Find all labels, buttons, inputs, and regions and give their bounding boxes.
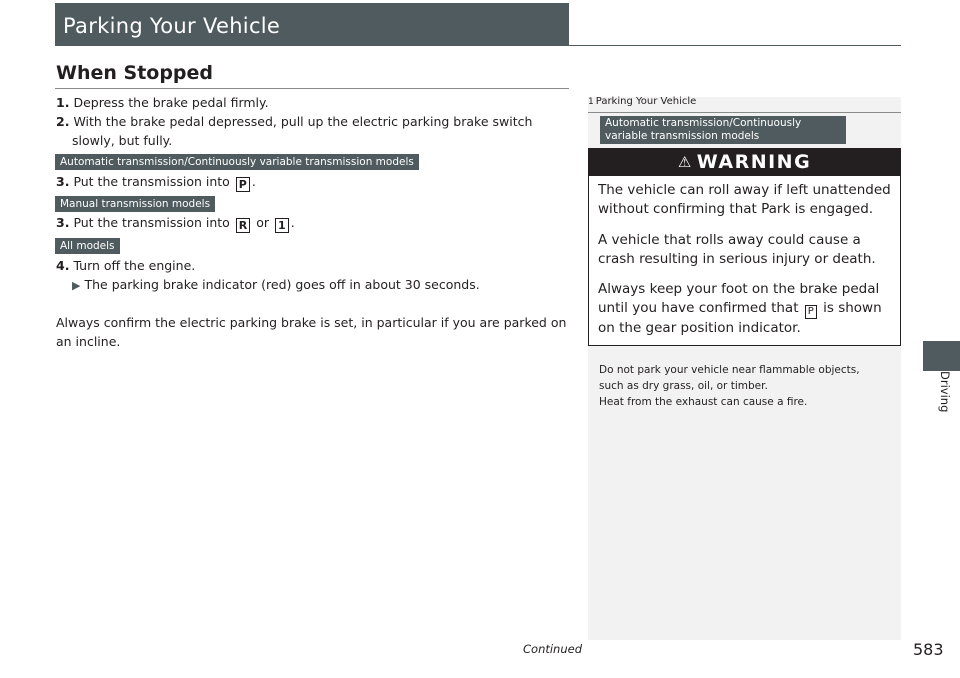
step-punct: .: [290, 215, 295, 230]
sidebar-note: [599, 362, 889, 410]
step-text: Put the transmission into: [73, 174, 230, 189]
tag-all-models: All models: [55, 238, 120, 254]
step-1: [56, 93, 269, 112]
section-heading: When Stopped: [56, 62, 214, 84]
continued-label: Continued: [523, 642, 583, 656]
warning-p3-text: Always keep your foot on the brake pedal until you have confirmed that: [598, 281, 880, 316]
step-2: [56, 112, 568, 150]
sidebar-rule: [588, 112, 901, 113]
step-text: With the brake pedal depressed, pull up the electric parking brake switch slowly, but fully.: [72, 114, 533, 148]
tag-automatic-cvt-models: Automatic transmission/Continuously variable transmission models: [55, 154, 419, 170]
gear-key-r: R: [236, 218, 250, 233]
subnote-text: The parking brake indicator (red) goes off in about 30 seconds.: [84, 277, 480, 292]
note-line: Heat from the exhaust can cause a fire.: [599, 396, 808, 408]
body-paragraph: Always confirm the electric parking brake is set, in particular if you are parked on an incline.: [56, 315, 567, 349]
step-4: [56, 256, 195, 275]
step-text: Put the transmission into: [73, 215, 230, 230]
step-number: 3.: [56, 174, 70, 189]
reference-icon: 1: [588, 97, 594, 107]
step-number: 1.: [56, 95, 70, 110]
chapter-tab-label: Driving: [938, 371, 952, 413]
page-title: Parking Your Vehicle: [63, 14, 281, 38]
title-rule: [569, 45, 901, 46]
step-punct: .: [251, 174, 256, 189]
warning-paragraph-2: A vehicle that rolls away could cause a crash resulting in serious injury or death.: [598, 232, 876, 267]
warning-header: [589, 149, 900, 176]
warning-p3-text-end: is shown on the gear position indicator.: [598, 300, 882, 336]
page-number: 583: [913, 640, 944, 659]
warning-triangle-icon: ⚠: [677, 153, 693, 171]
step-3-manual: [56, 213, 295, 233]
step-3-automatic: [56, 172, 256, 192]
step-number: 3.: [56, 215, 70, 230]
gear-key-p: P: [236, 177, 250, 192]
step-text-or: or: [256, 215, 270, 230]
step-number: 4.: [56, 258, 70, 273]
warning-paragraph-1: The vehicle can roll away if left unattended without confirming that Park is engaged.: [598, 182, 891, 217]
arrow-right-icon: ▶: [72, 279, 81, 292]
sidebar-heading-text: Parking Your Vehicle: [595, 96, 697, 107]
tag-manual-models: Manual transmission models: [55, 196, 215, 212]
warning-title: WARNING: [696, 151, 812, 173]
sidebar-tag-automatic-cvt-models: Automatic transmission/Continuously variable transmission models: [600, 116, 846, 144]
note-line: such as dry grass, oil, or timber.: [599, 380, 768, 392]
step-4-subnote: [72, 275, 480, 295]
step-text: Turn off the engine.: [73, 258, 196, 273]
gear-key-1: 1: [275, 218, 289, 233]
sidebar-heading: [588, 96, 696, 107]
warning-paragraph-3: [598, 280, 896, 338]
gear-key-p: P: [805, 305, 817, 319]
chapter-tab: [923, 341, 960, 371]
note-line: Do not park your vehicle near flammable objects,: [599, 364, 860, 376]
warning-box: [588, 148, 901, 346]
step-number: 2.: [56, 114, 70, 129]
section-rule: [55, 88, 569, 89]
step-text: Depress the brake pedal firmly.: [73, 95, 269, 110]
